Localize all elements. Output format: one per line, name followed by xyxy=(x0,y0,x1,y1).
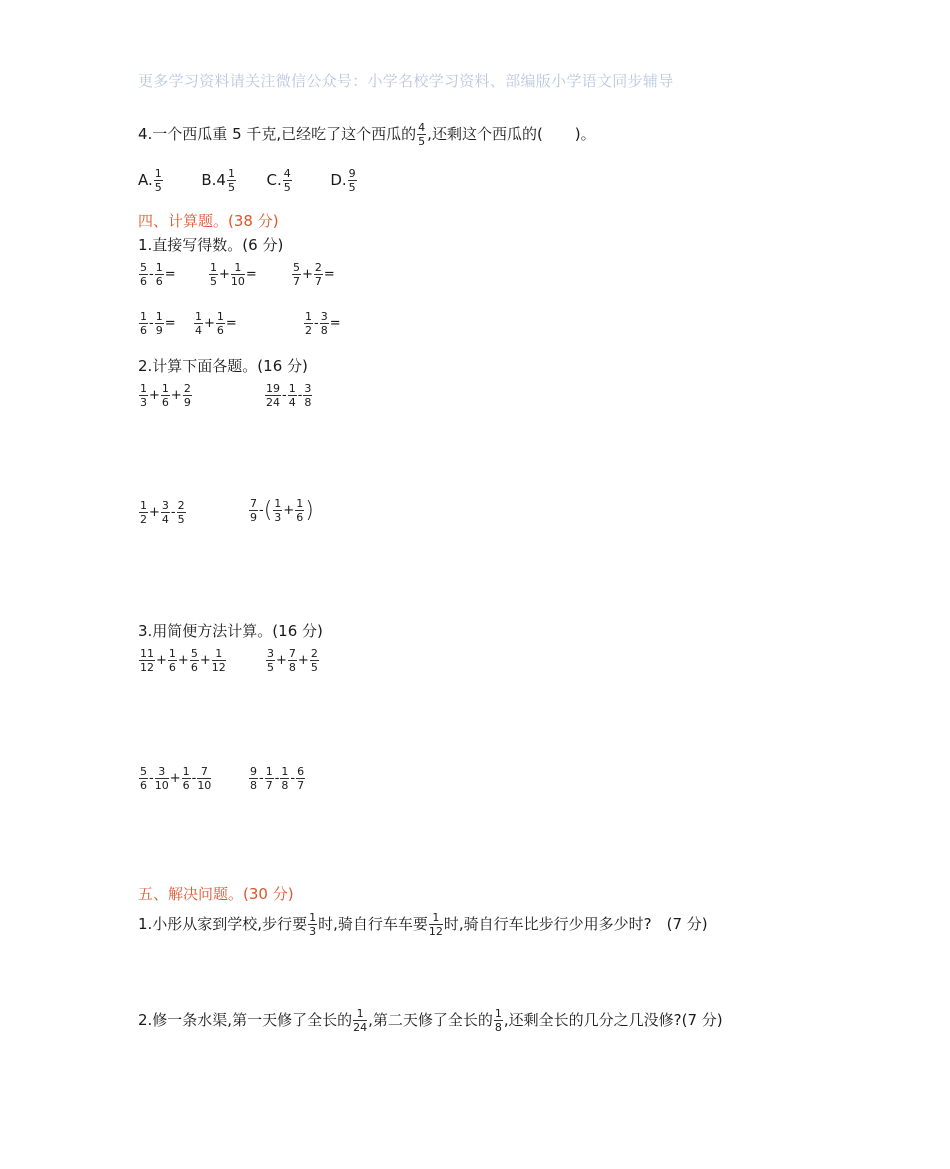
expr-11: $\frac{11}{12}$ + $\frac{1}{6}$ + $\frac{5}{6}$ + $\frac{1}{12}$ xyxy=(140,647,226,674)
problem-2: 2.修一条水渠,第一天修了全长的 $\frac{1}{24}$ ,第二天修了全长的 $\frac{1}{8}$ ,还剩全长的几分之几没修?(7 分) xyxy=(138,1007,723,1034)
page-header: 更多学习资料请关注微信公众号：小学名校学习资料、部编版小学语文同步辅导 xyxy=(138,72,674,90)
question-4: 4.一个西瓜重 5 千克,已经吃了这个西瓜的 $\frac{4}{5}$ ,还剩这个西瓜的( )。 xyxy=(138,121,596,148)
section-4-sub3: 3.用简便方法计算。(16 分) xyxy=(138,622,323,640)
option-b: B.4 $\frac{1}{5}$ xyxy=(201,167,235,194)
fraction: $\frac{4}{5}$ xyxy=(418,121,426,148)
expr-2: $\frac{1}{5}$ + $\frac{1}{10}$ = xyxy=(210,261,257,288)
expr-9: $\frac{1}{2}$ + $\frac{3}{4}$ - $\frac{2}{5}$ xyxy=(140,499,185,526)
expr-12: $\frac{3}{5}$ + $\frac{7}{8}$ + $\frac{2}{5}$ xyxy=(267,647,318,674)
option-a: A. $\frac{1}{5}$ xyxy=(138,167,162,194)
expr-6: $\frac{1}{2}$ - $\frac{3}{8}$ = xyxy=(305,310,341,337)
option-d: D. $\frac{9}{5}$ xyxy=(330,167,356,194)
expr-14: $\frac{9}{8}$ - $\frac{1}{7}$ - $\frac{1}{8}$ - $\frac{6}{7}$ xyxy=(250,765,305,792)
section-4-sub1: 1.直接写得数。(6 分) xyxy=(138,236,284,254)
expr-10: $\frac{7}{9}$ -( $\frac{1}{3}$ + $\frac{1}{6}$ ) xyxy=(250,497,314,524)
expr-5: $\frac{1}{4}$ + $\frac{1}{6}$ = xyxy=(195,310,237,337)
expr-1: $\frac{5}{6}$ - $\frac{1}{6}$ = xyxy=(140,261,176,288)
problem-1: 1.小彤从家到学校,步行要 $\frac{1}{3}$ 时,骑自行车车要 $\frac{1}{12}$ 时,骑自行车比步行少用多少时? (7 分) xyxy=(138,911,708,938)
section-4-title: 四、计算题。(38 分) xyxy=(138,212,279,230)
section-5-title: 五、解决问题。(30 分) xyxy=(138,885,294,903)
q4-text: 4.一个西瓜重 5 千克,已经吃了这个西瓜的 xyxy=(138,125,417,143)
option-c: C. $\frac{4}{5}$ xyxy=(266,167,291,194)
expr-4: $\frac{1}{6}$ - $\frac{1}{9}$ = xyxy=(140,310,176,337)
section-4-sub2: 2.计算下面各题。(16 分) xyxy=(138,357,308,375)
expr-13: $\frac{5}{6}$ - $\frac{3}{10}$ + $\frac{1}{6}$ - $\frac{7}{10}$ xyxy=(140,765,212,792)
q4-options xyxy=(138,168,358,193)
expr-8: $\frac{19}{24}$ - $\frac{1}{4}$ - $\frac{3}{8}$ xyxy=(266,382,312,409)
expr-7: $\frac{1}{3}$ + $\frac{1}{6}$ + $\frac{2}{9}$ xyxy=(140,382,191,409)
expr-3: $\frac{5}{7}$ + $\frac{2}{7}$ = xyxy=(293,261,335,288)
